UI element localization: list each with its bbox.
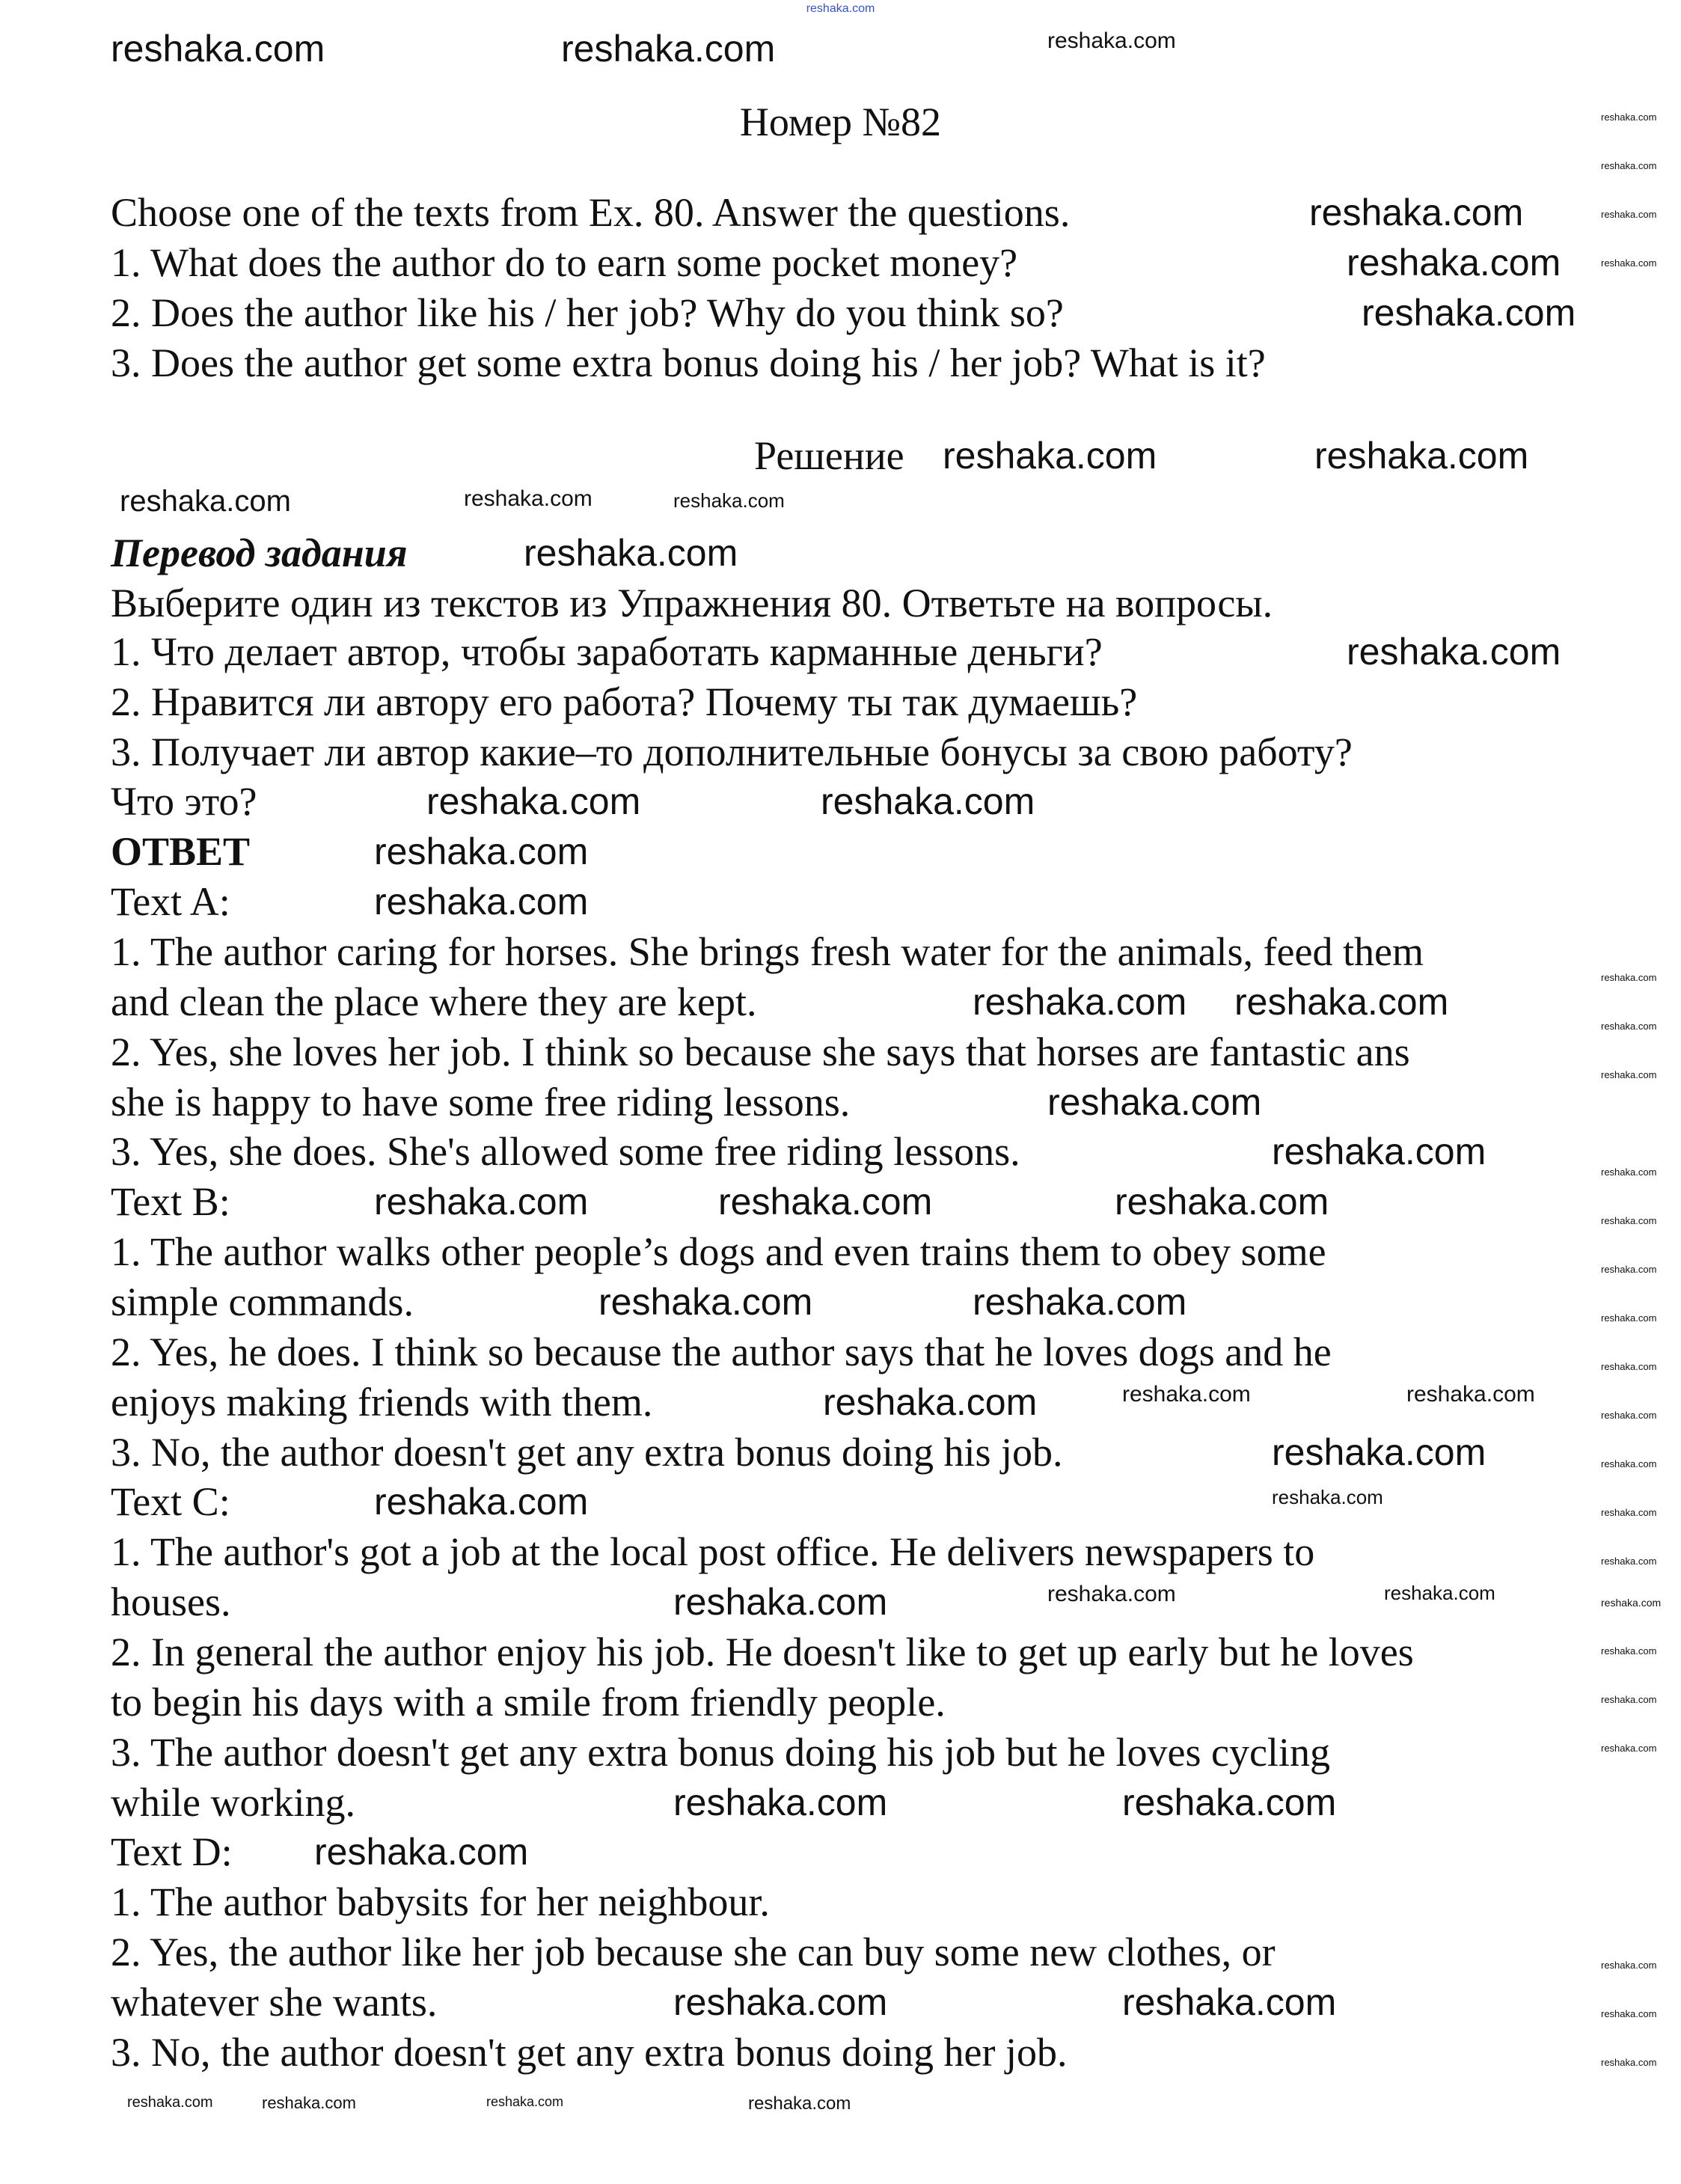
watermark: reshaka.com (524, 532, 738, 574)
answer-line: to begin his days with a smile from friendly people. (111, 1680, 946, 1725)
watermark: reshaka.com (486, 2094, 564, 2109)
watermark: reshaka.com (1601, 1556, 1657, 1567)
answer-line: 2. In general the author enjoy his job. He doesn't like to get up early but he loves (111, 1630, 1414, 1674)
watermark: reshaka.com (973, 981, 1187, 1023)
watermark: reshaka.com (1362, 292, 1576, 334)
watermark: reshaka.com (1601, 1215, 1657, 1226)
watermark: reshaka.com (1272, 1431, 1486, 1473)
answer-line: while working. (111, 1780, 355, 1825)
watermark: reshaka.com (598, 1281, 813, 1323)
answer-line: 2. Yes, he does. I think so because the author says that he loves dogs and he (111, 1330, 1332, 1374)
page-title: Номер №82 (739, 100, 942, 144)
watermark: reshaka.com (1601, 1069, 1657, 1080)
watermark: reshaka.com (1601, 1458, 1657, 1469)
answer-line: 3. No, the author doesn't get any extra bonus doing her job. (111, 2030, 1068, 2075)
translation-line: Выберите один из текстов из Упражнения 80. Ответьте на вопросы. (111, 581, 1273, 625)
watermark: reshaka.com (426, 780, 641, 822)
watermark: reshaka.com (1601, 257, 1657, 269)
watermark: reshaka.com (821, 780, 1035, 822)
translation-line: 2. Нравится ли автору его работа? Почему ты так думаешь? (111, 679, 1138, 724)
watermark: reshaka.com (1115, 1181, 1329, 1223)
watermark: reshaka.com (1122, 1382, 1251, 1407)
watermark: reshaka.com (464, 486, 593, 511)
watermark: reshaka.com (943, 435, 1157, 477)
answer-line: 3. No, the author doesn't get any extra bonus doing his job. (111, 1430, 1063, 1475)
translation-line: Что это? (111, 779, 257, 824)
watermark: reshaka.com (1047, 28, 1176, 53)
answer-line: 1. The author caring for horses. She brings fresh water for the animals, feed them (111, 929, 1424, 974)
watermark: reshaka.com (748, 2093, 851, 2114)
watermark: reshaka.com (111, 28, 325, 70)
watermark: reshaka.com (1122, 1981, 1337, 2023)
answer-line: enjoys making friends with them. (111, 1380, 653, 1425)
watermark: reshaka.com (1047, 1582, 1176, 1606)
answer-line: she is happy to have some free riding lessons. (111, 1080, 851, 1125)
watermark: reshaka.com (1601, 1743, 1657, 1754)
answer-line: 2. Yes, she loves her job. I think so because she says that horses are fantastic ans (111, 1030, 1410, 1074)
answer-line: simple commands. (111, 1279, 414, 1324)
watermark: reshaka.com (673, 1781, 888, 1823)
answer-line: 3. The author doesn't get any extra bonus doing his job but he loves cycling (111, 1730, 1330, 1775)
watermark: reshaka.com (1601, 1361, 1657, 1372)
watermark: reshaka.com (1601, 1694, 1657, 1705)
answer-line: 1. The author walks other people’s dogs and even trains them to obey some (111, 1229, 1326, 1274)
watermark: reshaka.com (1601, 2057, 1657, 2068)
watermark: reshaka.com (120, 485, 291, 518)
watermark: reshaka.com (1601, 1410, 1657, 1421)
answer-line: 1. The author's got a job at the local post office. He delivers newspapers to (111, 1529, 1315, 1574)
watermark: reshaka.com (1601, 1960, 1657, 1971)
solution-label: Решение (754, 433, 904, 478)
watermark: reshaka.com (1601, 1312, 1657, 1324)
answer-line: houses. (111, 1579, 231, 1624)
task-intro: Choose one of the texts from Ex. 80. Answer the questions. (111, 190, 1071, 235)
watermark: reshaka.com (1347, 631, 1561, 673)
answer-line: whatever she wants. (111, 1980, 438, 2025)
watermark: reshaka.com (127, 2094, 213, 2111)
watermark: reshaka.com (673, 1581, 888, 1623)
answer-heading: ОТВЕТ (111, 829, 251, 874)
watermark: reshaka.com (1601, 1264, 1657, 1275)
answer-text-label: Text C: (111, 1479, 230, 1524)
watermark: reshaka.com (1601, 2008, 1657, 2019)
watermark: reshaka.com (823, 1381, 1038, 1423)
watermark: reshaka.com (973, 1281, 1187, 1323)
watermark: reshaka.com (1314, 435, 1529, 477)
translation-line: 1. Что делает автор, чтобы заработать карманные деньги? (111, 629, 1103, 674)
watermark: reshaka.com (673, 489, 785, 512)
watermark: reshaka.com (1601, 1166, 1657, 1178)
watermark: reshaka.com (374, 881, 589, 923)
watermark: reshaka.com (1601, 1507, 1657, 1518)
answer-line: and clean the place where they are kept. (111, 979, 757, 1024)
watermark: reshaka.com (374, 1181, 589, 1223)
watermark: reshaka.com (1047, 1081, 1262, 1123)
watermark: reshaka.com (1601, 972, 1657, 983)
watermark: reshaka.com (718, 1181, 933, 1223)
watermark: reshaka.com (374, 1481, 589, 1523)
watermark: reshaka.com (1384, 1582, 1495, 1604)
task-question: 2. Does the author like his / her job? Why do you think so? (111, 290, 1064, 335)
watermark: reshaka.com (1601, 1021, 1657, 1032)
watermark: reshaka.com (1272, 1486, 1383, 1508)
watermark: reshaka.com (314, 1831, 529, 1873)
answer-text-label: Text A: (111, 879, 230, 924)
watermark: reshaka.com (1122, 1781, 1337, 1823)
translation-heading: Перевод задания (111, 530, 408, 575)
watermark: reshaka.com (374, 831, 589, 872)
watermark: reshaka.com (1601, 160, 1657, 171)
answer-line: 2. Yes, the author like her job because she can buy some new clothes, or (111, 1930, 1276, 1975)
watermark: reshaka.com (1347, 242, 1561, 284)
watermark: reshaka.com (1601, 1645, 1657, 1657)
watermark: reshaka.com (1272, 1131, 1486, 1172)
watermark: reshaka.com (673, 1981, 888, 2023)
watermark: reshaka.com (1309, 192, 1524, 233)
watermark: reshaka.com (1601, 1597, 1662, 1609)
translation-line: 3. Получает ли автор какие–то дополнительные бонусы за свою работу? (111, 729, 1353, 774)
header-link[interactable]: reshaka.com (806, 2, 875, 15)
watermark: reshaka.com (1406, 1382, 1535, 1407)
watermark: reshaka.com (1234, 981, 1449, 1023)
watermark: reshaka.com (262, 2093, 356, 2112)
answer-text-label: Text D: (111, 1829, 233, 1874)
task-question: 1. What does the author do to earn some pocket money? (111, 240, 1018, 285)
watermark: reshaka.com (1601, 111, 1657, 123)
answer-line: 1. The author babysits for her neighbour. (111, 1879, 770, 1924)
answer-text-label: Text B: (111, 1179, 230, 1224)
task-question: 3. Does the author get some extra bonus doing his / her job? What is it? (111, 340, 1266, 385)
watermark: reshaka.com (1601, 209, 1657, 220)
watermark: reshaka.com (561, 28, 776, 70)
answer-line: 3. Yes, she does. She's allowed some free riding lessons. (111, 1129, 1020, 1174)
